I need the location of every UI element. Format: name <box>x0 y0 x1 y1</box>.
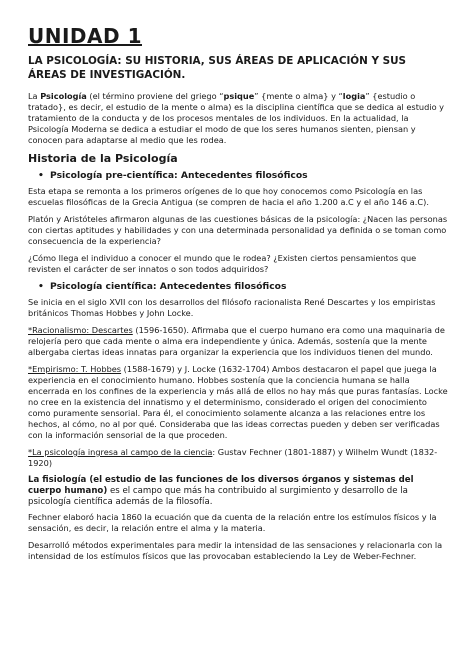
fisiologia-text: es el campo que más ha contribuido al surgimiento y desarrollo de la psicología científica además de la filosofía. <box>28 486 408 507</box>
metodos-paragraph: Desarrolló métodos experimentales para medir la intensidad de las sensaciones y relacionarla con la intensidad de los estímulos físicos que las provocaban estableciendo la Ley de Weber-Fechner. <box>28 540 443 561</box>
history-heading: Historia de la Psicología <box>28 152 178 165</box>
intro-text-4: ” {estudio o tratado}, es decir, el estudio de la mente o alma) es la disciplina científica que se dedica al estudio y tratamiento de la conducta y de los procesos mentales de los individuos. En la actualidad, la Psicología Moderna se dedica a estudiar el modo de que los seres humanos sienten, piensan y conocen para adaptarse al medio que les rodea. <box>28 91 445 145</box>
unit-title: UNIDAD 1 <box>28 24 142 48</box>
racionalismo-paragraph <box>28 325 448 358</box>
fisiologia-paragraph <box>28 475 448 508</box>
bullet-icon: • <box>38 281 44 292</box>
ciencia-text: : Gustav Fechner (1801-1887) y Wilhelm Wundt (1832-1920) <box>28 447 438 468</box>
prescientific-paragraph-1: Esta etapa se remonta a los primeros orígenes de lo que hoy conocemos como Psicología en las escuelas filosóficas de la Grecia Antigua (se compren de hacia el año 1.200 a.C y el año 146 a.C). <box>28 186 429 207</box>
empirismo-label: *Empirismo: T. Hobbes <box>28 364 122 374</box>
intro-term-psique: psique <box>223 91 255 101</box>
bullet-icon: • <box>38 170 44 181</box>
ciencia-paragraph <box>28 447 448 469</box>
prescientific-heading <box>28 170 448 181</box>
intro-text-2: (el término proviene del griego “ <box>86 91 224 101</box>
intro-text-1: La <box>28 91 41 101</box>
document-page <box>28 24 448 568</box>
empirismo-paragraph <box>28 364 448 441</box>
intro-term-logia: logia <box>342 91 366 101</box>
scientific-heading <box>28 281 448 292</box>
scientific-heading-text: Psicología científica: Antecedentes filosóficos <box>50 281 287 292</box>
intro-paragraph <box>28 91 448 146</box>
racionalismo-label: *Racionalismo: Descartes <box>28 325 133 335</box>
intro-term-psicologia: Psicología <box>40 91 87 101</box>
prescientific-paragraph-2: Platón y Aristóteles afirmaron algunas de las cuestiones básicas de la psicología: ¿Nacen las personas con ciertas aptitudes y habilidades y con una determinada personalidad ya definida o se toman como consecuencia de la experiencia? <box>28 214 448 246</box>
scientific-paragraph-1: Se inicia en el siglo XVII con los desarrollos del filósofo racionalista René Descartes y los empiristas británicos Thomas Hobbes y John Locke. <box>28 297 436 318</box>
intro-text-3: ” {mente o alma} y “ <box>254 91 343 101</box>
fisiologia-lead: La fisiología (el estudio de las funciones de los diversos órganos y sistemas del cuerpo humano) <box>28 475 414 496</box>
prescientific-paragraph-3: ¿Cómo llega el individuo a conocer el mundo que le rodea? ¿Existen ciertos pensamientos que revisten el carácter de ser innatos o son todos adquiridos? <box>28 253 417 274</box>
empirismo-text: (1588-1679) y J. Locke (1632-1704) Ambos destacaron el papel que juega la experiencia en el conocimiento humano. Hobbes sostenía que la conciencia humana se halla encerrada en los confines de la experiencia y más allá de ellos no hay más que puras fantasías. Locke no cree en la existencia del innatismo y el determinismo, considerado el origen del conocimiento como puramente sensorial. Para él, el conocimiento solamente alcanza a las relaciones entre los hechos, al cómo, no al por qué. Consideraba que las ideas correctas pueden y deben ser verificadas con la información sensorial de la que proceden. <box>28 364 448 440</box>
fechner-paragraph: Fechner elaboró hacia 1860 la ecuación que da cuenta de la relación entre los estímulos físicos y la sensación, es decir, la relación entre el alma y la materia. <box>28 512 437 533</box>
prescientific-heading-text: Psicología pre-científica: Antecedentes filosóficos <box>50 170 308 181</box>
section-subtitle: LA PSICOLOGÍA: SU HISTORIA, SUS ÁREAS DE APLICACIÓN Y SUS ÁREAS DE INVESTIGACIÓN. <box>28 55 406 81</box>
racionalismo-text: (1596-1650). Afirmaba que el cuerpo humano era como una maquinaria de relojería pero que cada mente o alma era independiente y única. Además, sostenía que la mente albergaba ciertas ideas innatas para organizar la experiencia que los individuos tienen del mundo. <box>28 325 445 357</box>
ciencia-label: *La psicología ingresa al campo de la ciencia <box>28 447 213 457</box>
